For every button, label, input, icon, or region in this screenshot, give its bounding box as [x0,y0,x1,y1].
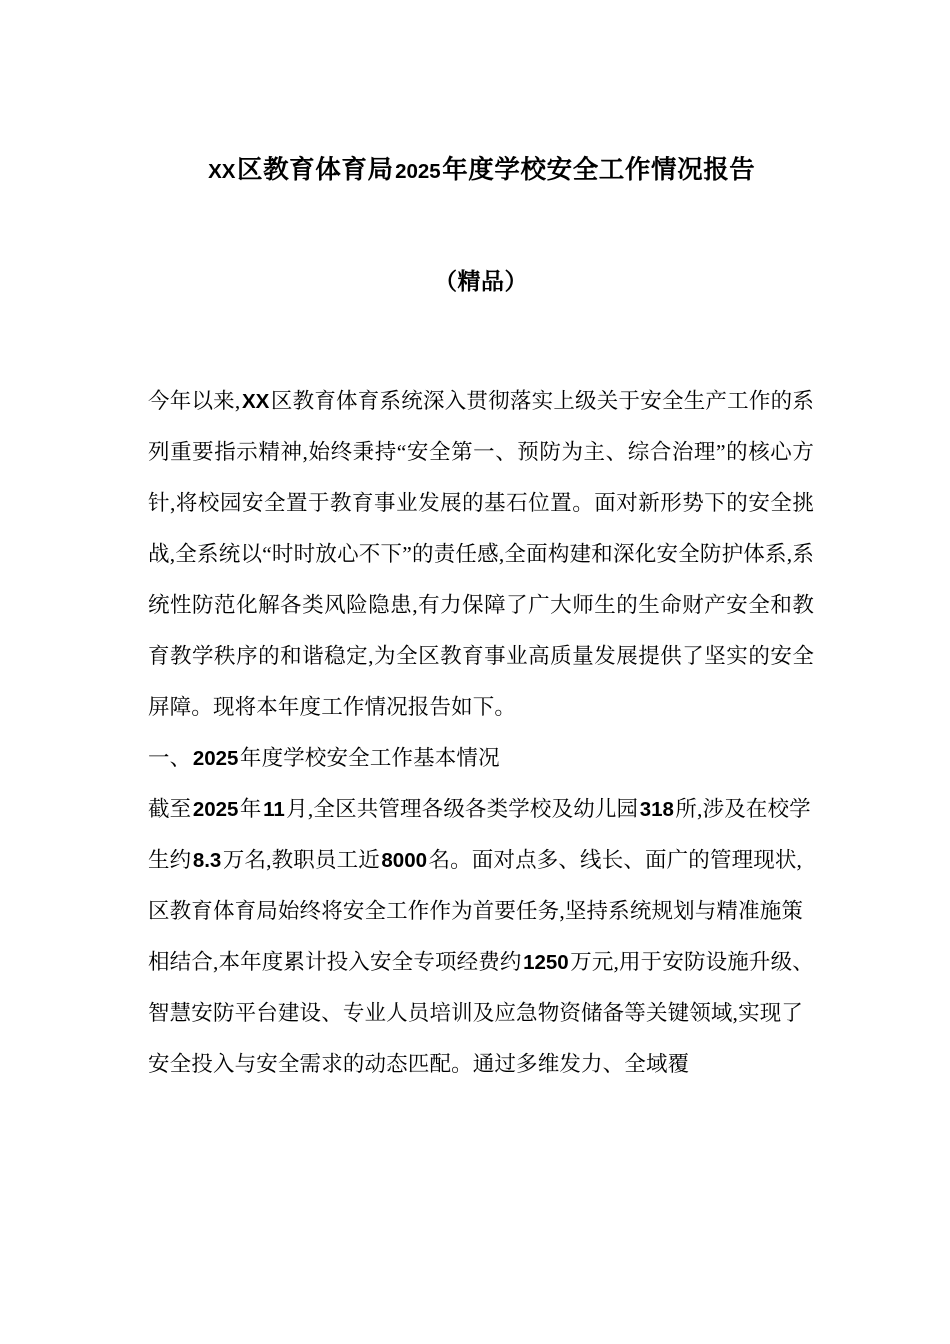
document-body [148,298,814,1090]
opening-paragraph: 今年以来,XX区教育体育系统深入贯彻落实上级关于安全生产工作的系列重要指示精神,始终秉持“安全第一、预防为主、综合治理”的核心方针,将校园安全置于教育事业发展的基石位置。面对新形势下的安全挑战,全系统以“时时放心不下”的责任感,全面构建和深化安全防护体系,系统性防范化解各类风险隐患,有力保障了广大师生的生命财产安全和教育教学秩序的和谐稳定,为全区教育事业高质量发展提供了坚实的安全屏障。现将本年度工作情况报告如下。 [148,389,814,720]
document-content-column [148,0,814,1090]
document-title: XX区教育体育局2025年度学校安全工作情况报告 [208,156,756,184]
section-one-heading: 一、2025年度学校安全工作基本情况 [148,746,500,771]
document-subtitle: （精品） [434,267,528,294]
section-one-paragraph: 截至2025年11月,全区共管理各级各类学校及幼儿园318所,涉及在校学生约8.3万名,教职员工近8000名。面对点多、线长、面广的管理现状,区教育体育局始终将安全工作作为首要任务,坚持系统规划与精准施策相结合,本年度累计投入安全专项经费约1250万元,用于安防设施升级、智慧安防平台建设、专业人员培训及应急物资储备等关键领域,实现了安全投入与安全需求的动态匹配。通过多维发力、全域覆 [148,797,814,1077]
